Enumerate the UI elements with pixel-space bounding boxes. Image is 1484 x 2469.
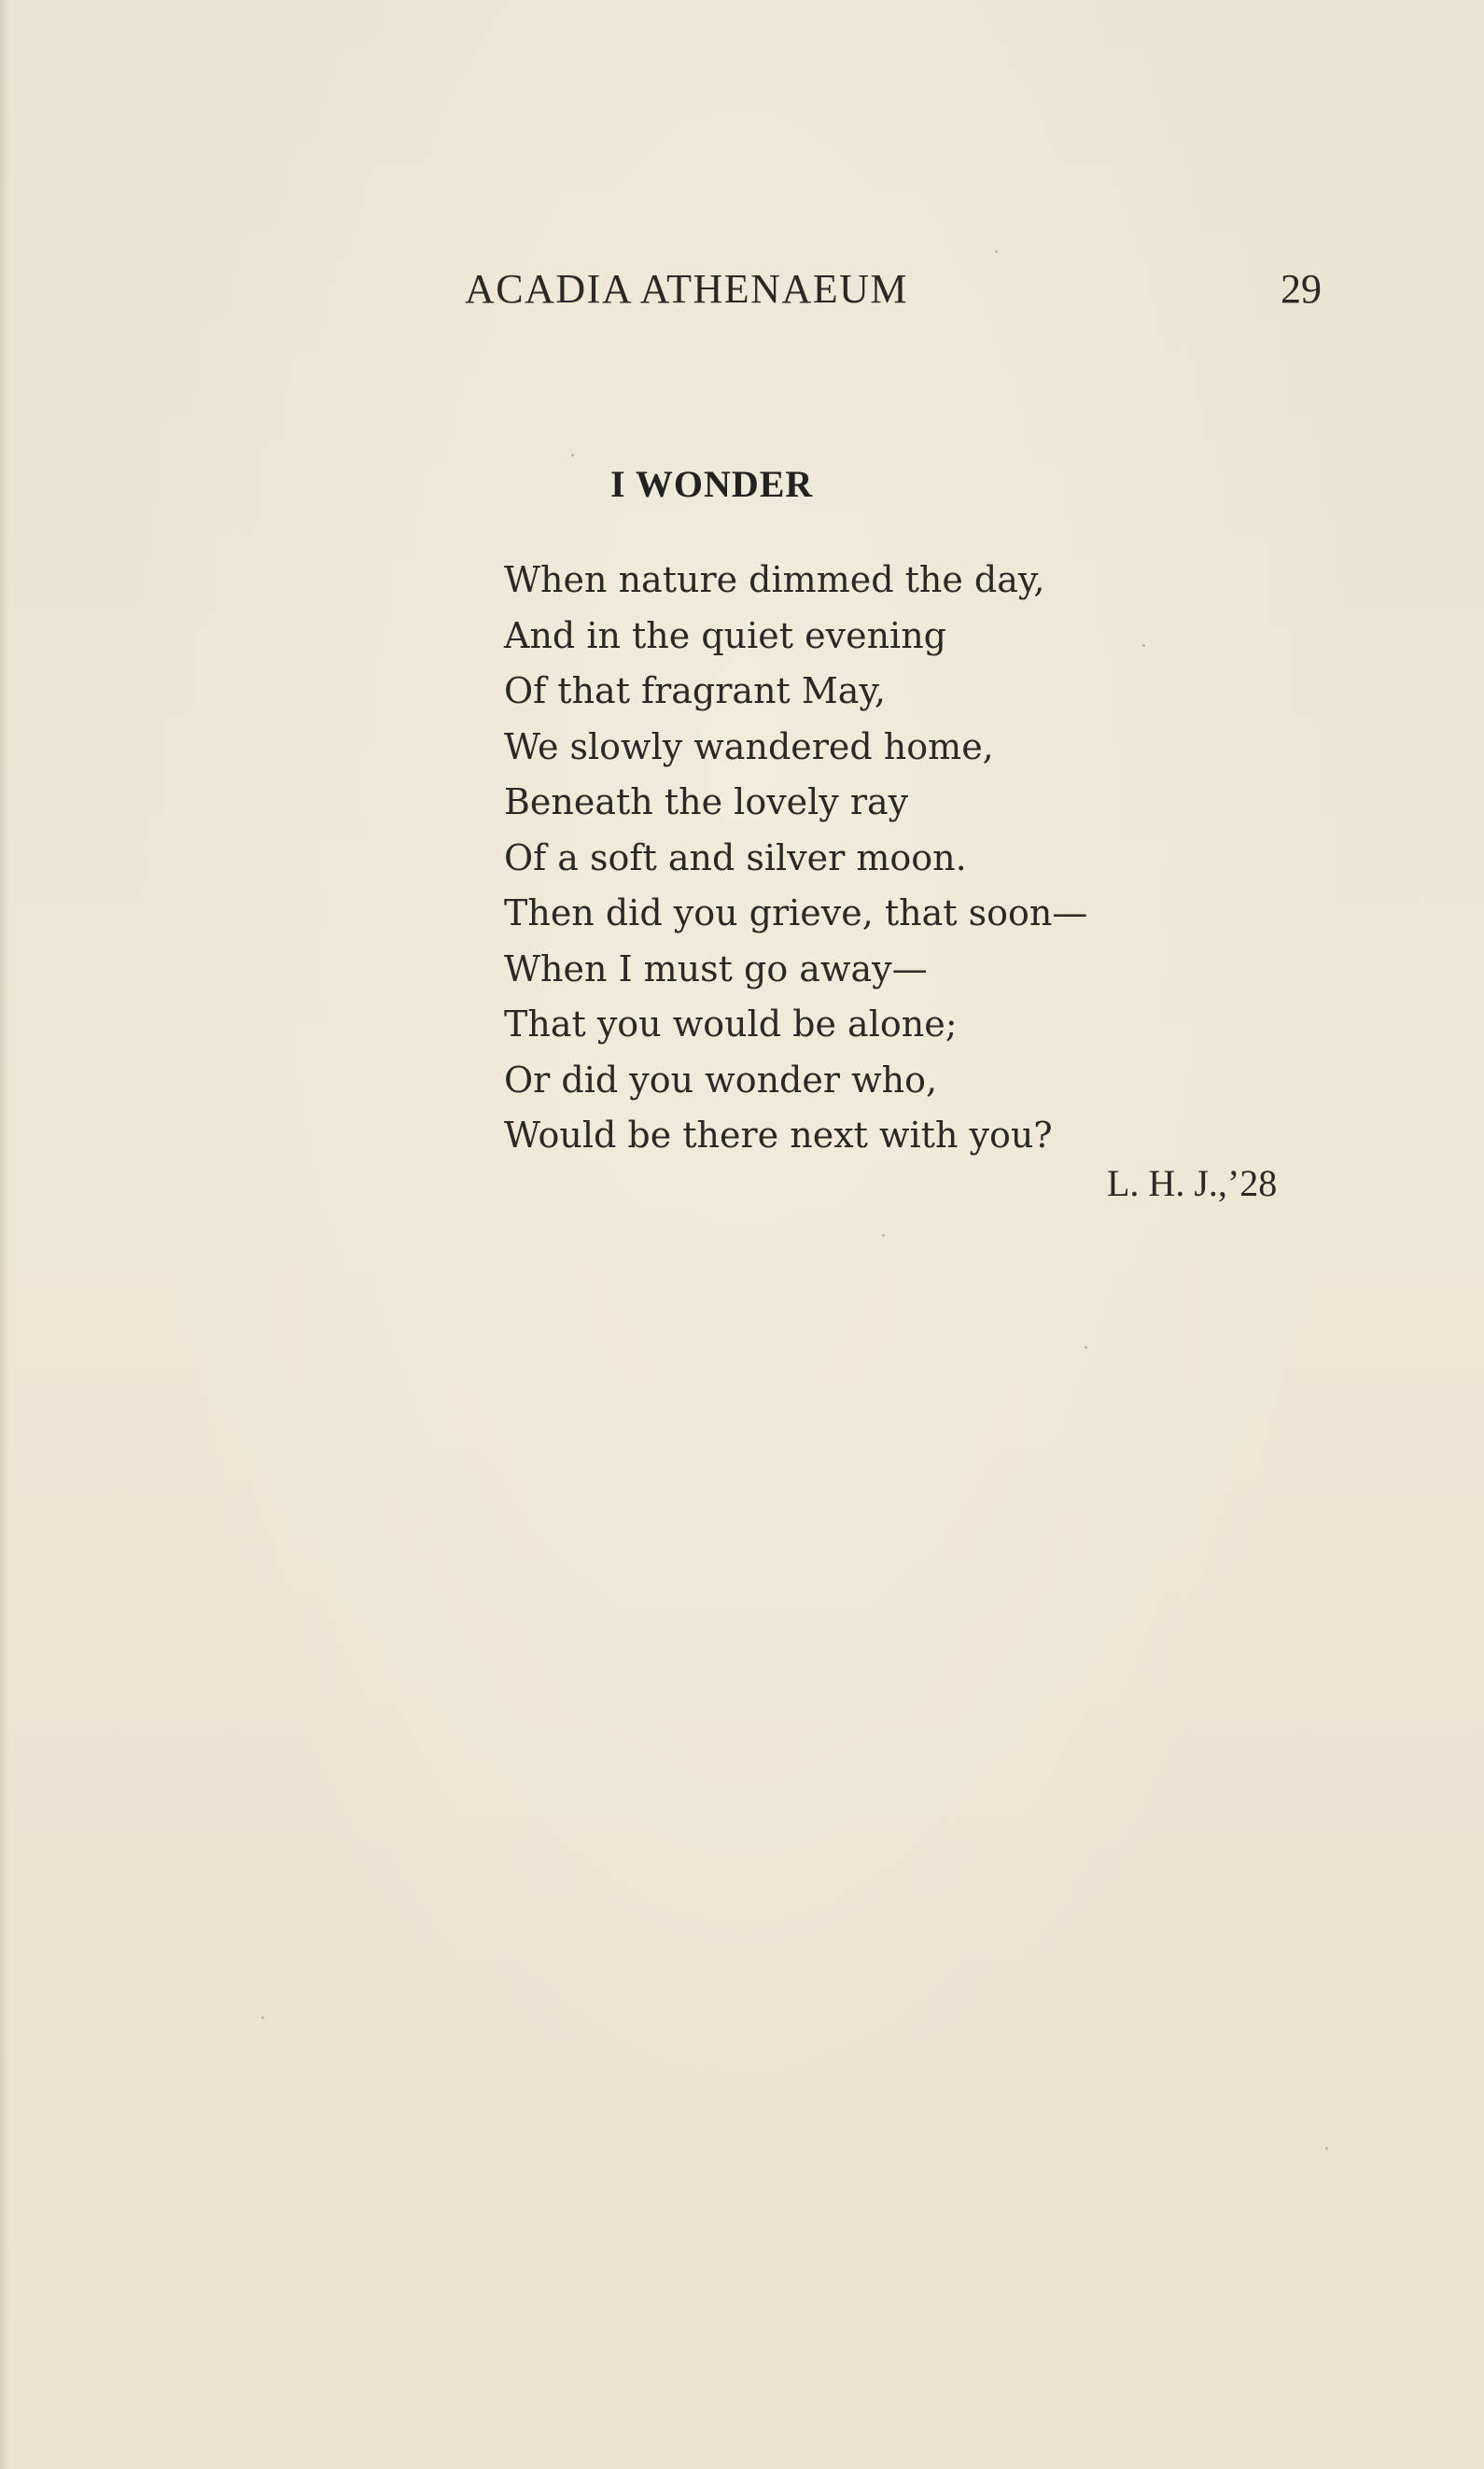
poem-title: I WONDER	[610, 463, 814, 505]
page-number: 29	[1281, 266, 1322, 312]
paper-speck	[882, 1234, 885, 1237]
author-signature: L. H. J.,’28	[1107, 1162, 1278, 1204]
paper-speck	[995, 250, 998, 253]
paper-speck	[1325, 2147, 1328, 2150]
poem-line: When nature dimmed the day,	[504, 559, 1045, 600]
poem-line: Beneath the lovely ray	[504, 781, 909, 822]
paper-speck	[571, 454, 574, 456]
paper-speck	[261, 2016, 264, 2019]
poem-line: We slowly wandered home,	[504, 725, 994, 767]
poem-line: That you would be alone;	[504, 1003, 958, 1045]
poem-line: When I must go away—	[504, 947, 928, 989]
paper-speck	[1085, 1346, 1087, 1349]
poem-line: Then did you grieve, that soon—	[504, 892, 1088, 933]
poem-stanza	[504, 553, 1087, 1164]
poem-line: Or did you wonder who,	[504, 1059, 938, 1101]
poem-line: And in the quiet evening	[504, 614, 946, 656]
poem-line: Would be there next with you?	[504, 1115, 1053, 1156]
poem-line: Of that fragrant May,	[504, 670, 886, 711]
poem-line: Of a soft and silver moon.	[504, 836, 967, 878]
paper-speck	[1142, 644, 1145, 647]
running-head: ACADIA ATHENAEUM	[465, 266, 908, 312]
page-edge-shadow	[0, 0, 9, 2469]
